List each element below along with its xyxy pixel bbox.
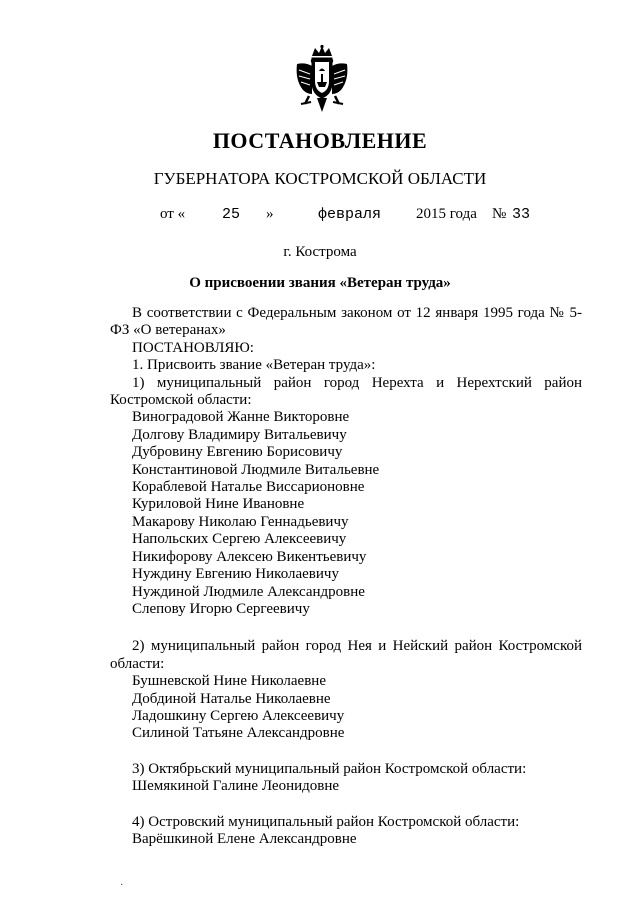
list-item: Бушневской Нине Николаевне xyxy=(132,673,326,690)
document-heading: О присвоении звания «Ветеран труда» xyxy=(189,275,451,291)
list-item: Нуждиной Людмиле Александровне xyxy=(132,583,365,600)
document-body xyxy=(110,305,582,848)
list-item: Варёшкиной Елене Александровне xyxy=(132,830,357,847)
item-1: 1. Присвоить звание «Ветеран труда»: xyxy=(132,357,376,374)
spacer xyxy=(110,796,582,814)
list-item: Никифорову Алексею Викентьевичу xyxy=(132,548,367,565)
list-item: Долгову Владимиру Витальевичу xyxy=(132,426,347,443)
date-year: 2015 года xyxy=(416,206,477,222)
document-number: 33 xyxy=(512,206,531,223)
document-number-label: № xyxy=(492,206,507,222)
list-item: Добдиной Наталье Николаевне xyxy=(132,690,331,707)
section-3-title: 3) Октябрьский муниципальный район Костромской области: xyxy=(132,760,527,777)
scan-mark: · xyxy=(120,880,124,891)
list-item: Напольских Сергею Алексеевичу xyxy=(132,531,347,548)
list-item: Макарову Николаю Геннадьевичу xyxy=(132,513,349,530)
list-item: Константиновой Людмиле Витальевне xyxy=(132,461,380,478)
list-item: Шемякиной Галине Леонидовне xyxy=(132,778,340,795)
list-item: Силиной Татьяне Александровне xyxy=(132,725,345,742)
section-4-title: 4) Островский муниципальный район Костромской области: xyxy=(132,813,520,830)
date-day: 25 xyxy=(222,206,241,223)
list-item: Ладошкину Сергею Алексеевичу xyxy=(132,707,345,724)
date-close-quote: » xyxy=(266,206,274,222)
document-subtitle: ГУБЕРНАТОРА КОСТРОМСКОЙ ОБЛАСТИ xyxy=(153,169,487,188)
list-item: Слепову Игорю Сергеевичу xyxy=(132,600,310,617)
spacer xyxy=(110,743,582,761)
list-item: Дубровину Евгению Борисовичу xyxy=(132,444,343,461)
city-name: г. Кострома xyxy=(283,244,357,260)
list-item: Виноградовой Жанне Викторовне xyxy=(132,409,350,426)
section-1-title: 1) муниципальный район город Нерехта и Нерехтский район Костромской области: xyxy=(110,374,582,409)
intro-paragraph: В соответствии с Федеральным законом от 12 января 1995 года № 5-ФЗ «О ветеранах» xyxy=(110,305,582,339)
decree-word: ПОСТАНОВЛЯЮ: xyxy=(132,339,254,356)
date-prefix: от « xyxy=(160,206,186,222)
coat-of-arms-icon xyxy=(293,44,351,118)
list-item: Куриловой Нине Ивановне xyxy=(132,496,305,513)
list-item: Кораблевой Наталье Виссарионовне xyxy=(132,479,365,496)
list-item: Нуждину Евгению Николаевичу xyxy=(132,566,339,583)
spacer xyxy=(110,618,582,638)
date-month: февраля xyxy=(318,206,382,223)
section-2-title: 2) муниципальный район город Нея и Нейский район Костромской области: xyxy=(110,638,582,672)
document-title: ПОСТАНОВЛЕНИЕ xyxy=(212,128,428,153)
